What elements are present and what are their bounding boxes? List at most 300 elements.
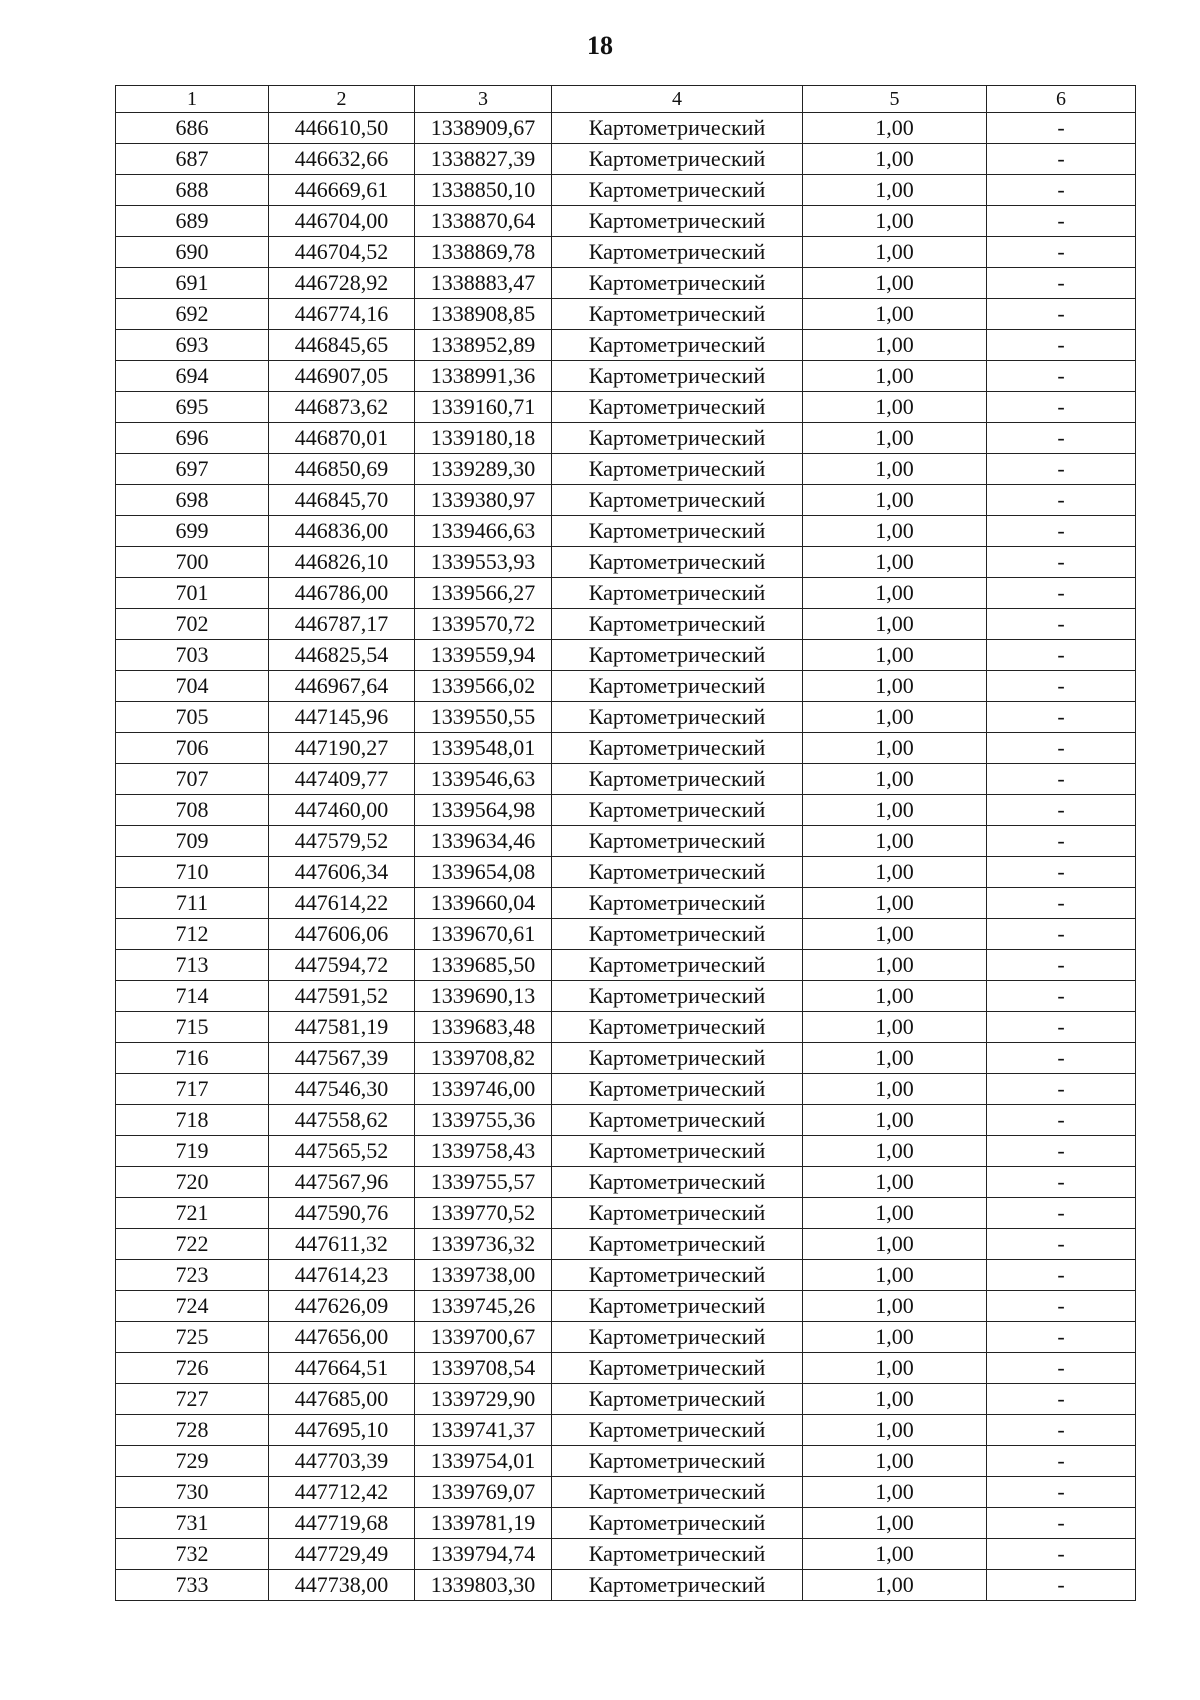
accuracy-cell: 1,00 bbox=[803, 1539, 987, 1570]
column-header: 1 bbox=[116, 86, 269, 113]
x-coordinate-cell: 446787,17 bbox=[269, 609, 415, 640]
note-cell: - bbox=[987, 640, 1136, 671]
method-cell: Картометрический bbox=[552, 299, 803, 330]
accuracy-cell: 1,00 bbox=[803, 299, 987, 330]
table-header-row bbox=[116, 86, 1136, 113]
method-cell: Картометрический bbox=[552, 392, 803, 423]
point-number-cell: 716 bbox=[116, 1043, 269, 1074]
method-cell: Картометрический bbox=[552, 1322, 803, 1353]
y-coordinate-cell: 1338909,67 bbox=[415, 113, 552, 144]
x-coordinate-cell: 447581,19 bbox=[269, 1012, 415, 1043]
table-row bbox=[116, 981, 1136, 1012]
x-coordinate-cell: 447719,68 bbox=[269, 1508, 415, 1539]
method-cell: Картометрический bbox=[552, 1136, 803, 1167]
method-cell: Картометрический bbox=[552, 485, 803, 516]
x-coordinate-cell: 447606,34 bbox=[269, 857, 415, 888]
method-cell: Картометрический bbox=[552, 888, 803, 919]
x-coordinate-cell: 447546,30 bbox=[269, 1074, 415, 1105]
note-cell: - bbox=[987, 888, 1136, 919]
point-number-cell: 725 bbox=[116, 1322, 269, 1353]
y-coordinate-cell: 1339746,00 bbox=[415, 1074, 552, 1105]
method-cell: Картометрический bbox=[552, 1539, 803, 1570]
note-cell: - bbox=[987, 1446, 1136, 1477]
accuracy-cell: 1,00 bbox=[803, 981, 987, 1012]
point-number-cell: 705 bbox=[116, 702, 269, 733]
point-number-cell: 700 bbox=[116, 547, 269, 578]
table-row bbox=[116, 578, 1136, 609]
y-coordinate-cell: 1339566,27 bbox=[415, 578, 552, 609]
table-row bbox=[116, 485, 1136, 516]
x-coordinate-cell: 446826,10 bbox=[269, 547, 415, 578]
point-number-cell: 694 bbox=[116, 361, 269, 392]
table-row bbox=[116, 640, 1136, 671]
point-number-cell: 686 bbox=[116, 113, 269, 144]
x-coordinate-cell: 446825,54 bbox=[269, 640, 415, 671]
accuracy-cell: 1,00 bbox=[803, 1198, 987, 1229]
accuracy-cell: 1,00 bbox=[803, 671, 987, 702]
method-cell: Картометрический bbox=[552, 981, 803, 1012]
method-cell: Картометрический bbox=[552, 237, 803, 268]
point-number-cell: 693 bbox=[116, 330, 269, 361]
accuracy-cell: 1,00 bbox=[803, 485, 987, 516]
accuracy-cell: 1,00 bbox=[803, 1043, 987, 1074]
x-coordinate-cell: 447567,96 bbox=[269, 1167, 415, 1198]
point-number-cell: 697 bbox=[116, 454, 269, 485]
x-coordinate-cell: 446632,66 bbox=[269, 144, 415, 175]
table-row bbox=[116, 1105, 1136, 1136]
point-number-cell: 720 bbox=[116, 1167, 269, 1198]
x-coordinate-cell: 447590,76 bbox=[269, 1198, 415, 1229]
accuracy-cell: 1,00 bbox=[803, 609, 987, 640]
table-row bbox=[116, 1198, 1136, 1229]
y-coordinate-cell: 1339289,30 bbox=[415, 454, 552, 485]
method-cell: Картометрический bbox=[552, 516, 803, 547]
accuracy-cell: 1,00 bbox=[803, 1353, 987, 1384]
note-cell: - bbox=[987, 1229, 1136, 1260]
x-coordinate-cell: 447695,10 bbox=[269, 1415, 415, 1446]
x-coordinate-cell: 446907,05 bbox=[269, 361, 415, 392]
point-number-cell: 722 bbox=[116, 1229, 269, 1260]
accuracy-cell: 1,00 bbox=[803, 144, 987, 175]
note-cell: - bbox=[987, 1260, 1136, 1291]
note-cell: - bbox=[987, 1167, 1136, 1198]
table-row bbox=[116, 268, 1136, 299]
point-number-cell: 702 bbox=[116, 609, 269, 640]
y-coordinate-cell: 1339380,97 bbox=[415, 485, 552, 516]
x-coordinate-cell: 446728,92 bbox=[269, 268, 415, 299]
table-row bbox=[116, 330, 1136, 361]
table-row bbox=[116, 1415, 1136, 1446]
y-coordinate-cell: 1339559,94 bbox=[415, 640, 552, 671]
note-cell: - bbox=[987, 1136, 1136, 1167]
accuracy-cell: 1,00 bbox=[803, 1012, 987, 1043]
note-cell: - bbox=[987, 330, 1136, 361]
x-coordinate-cell: 447614,22 bbox=[269, 888, 415, 919]
note-cell: - bbox=[987, 1353, 1136, 1384]
note-cell: - bbox=[987, 547, 1136, 578]
note-cell: - bbox=[987, 578, 1136, 609]
note-cell: - bbox=[987, 485, 1136, 516]
point-number-cell: 707 bbox=[116, 764, 269, 795]
table-row bbox=[116, 237, 1136, 268]
accuracy-cell: 1,00 bbox=[803, 1136, 987, 1167]
method-cell: Картометрический bbox=[552, 950, 803, 981]
accuracy-cell: 1,00 bbox=[803, 175, 987, 206]
point-number-cell: 717 bbox=[116, 1074, 269, 1105]
coordinates-table bbox=[115, 85, 1136, 1601]
y-coordinate-cell: 1339754,01 bbox=[415, 1446, 552, 1477]
x-coordinate-cell: 446845,70 bbox=[269, 485, 415, 516]
note-cell: - bbox=[987, 1043, 1136, 1074]
note-cell: - bbox=[987, 1198, 1136, 1229]
note-cell: - bbox=[987, 423, 1136, 454]
x-coordinate-cell: 447409,77 bbox=[269, 764, 415, 795]
method-cell: Картометрический bbox=[552, 113, 803, 144]
note-cell: - bbox=[987, 392, 1136, 423]
accuracy-cell: 1,00 bbox=[803, 826, 987, 857]
table-row bbox=[116, 144, 1136, 175]
note-cell: - bbox=[987, 1508, 1136, 1539]
method-cell: Картометрический bbox=[552, 578, 803, 609]
x-coordinate-cell: 446610,50 bbox=[269, 113, 415, 144]
method-cell: Картометрический bbox=[552, 175, 803, 206]
y-coordinate-cell: 1339548,01 bbox=[415, 733, 552, 764]
x-coordinate-cell: 447190,27 bbox=[269, 733, 415, 764]
y-coordinate-cell: 1339736,32 bbox=[415, 1229, 552, 1260]
accuracy-cell: 1,00 bbox=[803, 1260, 987, 1291]
note-cell: - bbox=[987, 981, 1136, 1012]
note-cell: - bbox=[987, 1415, 1136, 1446]
method-cell: Картометрический bbox=[552, 1105, 803, 1136]
y-coordinate-cell: 1338908,85 bbox=[415, 299, 552, 330]
table-row bbox=[116, 299, 1136, 330]
x-coordinate-cell: 447703,39 bbox=[269, 1446, 415, 1477]
point-number-cell: 699 bbox=[116, 516, 269, 547]
y-coordinate-cell: 1339729,90 bbox=[415, 1384, 552, 1415]
method-cell: Картометрический bbox=[552, 702, 803, 733]
point-number-cell: 703 bbox=[116, 640, 269, 671]
accuracy-cell: 1,00 bbox=[803, 237, 987, 268]
note-cell: - bbox=[987, 454, 1136, 485]
x-coordinate-cell: 446967,64 bbox=[269, 671, 415, 702]
x-coordinate-cell: 447594,72 bbox=[269, 950, 415, 981]
column-header: 2 bbox=[269, 86, 415, 113]
table-row bbox=[116, 733, 1136, 764]
accuracy-cell: 1,00 bbox=[803, 330, 987, 361]
note-cell: - bbox=[987, 175, 1136, 206]
accuracy-cell: 1,00 bbox=[803, 702, 987, 733]
x-coordinate-cell: 447614,23 bbox=[269, 1260, 415, 1291]
point-number-cell: 715 bbox=[116, 1012, 269, 1043]
y-coordinate-cell: 1339550,55 bbox=[415, 702, 552, 733]
accuracy-cell: 1,00 bbox=[803, 578, 987, 609]
note-cell: - bbox=[987, 857, 1136, 888]
accuracy-cell: 1,00 bbox=[803, 888, 987, 919]
x-coordinate-cell: 446774,16 bbox=[269, 299, 415, 330]
y-coordinate-cell: 1339566,02 bbox=[415, 671, 552, 702]
method-cell: Картометрический bbox=[552, 1074, 803, 1105]
point-number-cell: 729 bbox=[116, 1446, 269, 1477]
table-row bbox=[116, 919, 1136, 950]
note-cell: - bbox=[987, 144, 1136, 175]
method-cell: Картометрический bbox=[552, 1012, 803, 1043]
note-cell: - bbox=[987, 950, 1136, 981]
accuracy-cell: 1,00 bbox=[803, 764, 987, 795]
y-coordinate-cell: 1339745,26 bbox=[415, 1291, 552, 1322]
method-cell: Картометрический bbox=[552, 1260, 803, 1291]
table-row bbox=[116, 1322, 1136, 1353]
note-cell: - bbox=[987, 919, 1136, 950]
table-row bbox=[116, 1446, 1136, 1477]
point-number-cell: 689 bbox=[116, 206, 269, 237]
x-coordinate-cell: 447558,62 bbox=[269, 1105, 415, 1136]
y-coordinate-cell: 1339803,30 bbox=[415, 1570, 552, 1601]
point-number-cell: 698 bbox=[116, 485, 269, 516]
x-coordinate-cell: 447611,32 bbox=[269, 1229, 415, 1260]
point-number-cell: 733 bbox=[116, 1570, 269, 1601]
point-number-cell: 712 bbox=[116, 919, 269, 950]
note-cell: - bbox=[987, 826, 1136, 857]
point-number-cell: 706 bbox=[116, 733, 269, 764]
y-coordinate-cell: 1338870,64 bbox=[415, 206, 552, 237]
x-coordinate-cell: 446704,00 bbox=[269, 206, 415, 237]
accuracy-cell: 1,00 bbox=[803, 1508, 987, 1539]
x-coordinate-cell: 447656,00 bbox=[269, 1322, 415, 1353]
table-row bbox=[116, 1539, 1136, 1570]
y-coordinate-cell: 1338883,47 bbox=[415, 268, 552, 299]
method-cell: Картометрический bbox=[552, 1291, 803, 1322]
accuracy-cell: 1,00 bbox=[803, 1477, 987, 1508]
table-row bbox=[116, 175, 1136, 206]
point-number-cell: 704 bbox=[116, 671, 269, 702]
accuracy-cell: 1,00 bbox=[803, 857, 987, 888]
y-coordinate-cell: 1339770,52 bbox=[415, 1198, 552, 1229]
y-coordinate-cell: 1339564,98 bbox=[415, 795, 552, 826]
method-cell: Картометрический bbox=[552, 361, 803, 392]
note-cell: - bbox=[987, 1105, 1136, 1136]
x-coordinate-cell: 446786,00 bbox=[269, 578, 415, 609]
point-number-cell: 696 bbox=[116, 423, 269, 454]
method-cell: Картометрический bbox=[552, 826, 803, 857]
table-row bbox=[116, 1136, 1136, 1167]
y-coordinate-cell: 1339683,48 bbox=[415, 1012, 552, 1043]
x-coordinate-cell: 447738,00 bbox=[269, 1570, 415, 1601]
method-cell: Картометрический bbox=[552, 764, 803, 795]
accuracy-cell: 1,00 bbox=[803, 1415, 987, 1446]
table-row bbox=[116, 1260, 1136, 1291]
point-number-cell: 688 bbox=[116, 175, 269, 206]
table-row bbox=[116, 1353, 1136, 1384]
y-coordinate-cell: 1339755,36 bbox=[415, 1105, 552, 1136]
point-number-cell: 728 bbox=[116, 1415, 269, 1446]
y-coordinate-cell: 1339634,46 bbox=[415, 826, 552, 857]
method-cell: Картометрический bbox=[552, 1043, 803, 1074]
x-coordinate-cell: 446873,62 bbox=[269, 392, 415, 423]
accuracy-cell: 1,00 bbox=[803, 1167, 987, 1198]
note-cell: - bbox=[987, 795, 1136, 826]
point-number-cell: 721 bbox=[116, 1198, 269, 1229]
x-coordinate-cell: 447685,00 bbox=[269, 1384, 415, 1415]
x-coordinate-cell: 447565,52 bbox=[269, 1136, 415, 1167]
table-row bbox=[116, 392, 1136, 423]
point-number-cell: 708 bbox=[116, 795, 269, 826]
method-cell: Картометрический bbox=[552, 609, 803, 640]
table-row bbox=[116, 516, 1136, 547]
method-cell: Картометрический bbox=[552, 454, 803, 485]
note-cell: - bbox=[987, 206, 1136, 237]
y-coordinate-cell: 1339755,57 bbox=[415, 1167, 552, 1198]
column-header: 5 bbox=[803, 86, 987, 113]
y-coordinate-cell: 1339570,72 bbox=[415, 609, 552, 640]
method-cell: Картометрический bbox=[552, 144, 803, 175]
table-row bbox=[116, 702, 1136, 733]
point-number-cell: 713 bbox=[116, 950, 269, 981]
method-cell: Картометрический bbox=[552, 857, 803, 888]
note-cell: - bbox=[987, 609, 1136, 640]
y-coordinate-cell: 1339708,54 bbox=[415, 1353, 552, 1384]
table-row bbox=[116, 454, 1136, 485]
table-row bbox=[116, 857, 1136, 888]
accuracy-cell: 1,00 bbox=[803, 1105, 987, 1136]
note-cell: - bbox=[987, 1291, 1136, 1322]
table-row bbox=[116, 950, 1136, 981]
accuracy-cell: 1,00 bbox=[803, 795, 987, 826]
point-number-cell: 687 bbox=[116, 144, 269, 175]
column-header: 6 bbox=[987, 86, 1136, 113]
accuracy-cell: 1,00 bbox=[803, 392, 987, 423]
method-cell: Картометрический bbox=[552, 1446, 803, 1477]
method-cell: Картометрический bbox=[552, 330, 803, 361]
method-cell: Картометрический bbox=[552, 547, 803, 578]
column-header: 3 bbox=[415, 86, 552, 113]
note-cell: - bbox=[987, 237, 1136, 268]
point-number-cell: 701 bbox=[116, 578, 269, 609]
note-cell: - bbox=[987, 268, 1136, 299]
point-number-cell: 714 bbox=[116, 981, 269, 1012]
point-number-cell: 710 bbox=[116, 857, 269, 888]
table-row bbox=[116, 888, 1136, 919]
table-body bbox=[116, 113, 1136, 1601]
point-number-cell: 726 bbox=[116, 1353, 269, 1384]
point-number-cell: 711 bbox=[116, 888, 269, 919]
accuracy-cell: 1,00 bbox=[803, 1384, 987, 1415]
note-cell: - bbox=[987, 1322, 1136, 1353]
accuracy-cell: 1,00 bbox=[803, 1074, 987, 1105]
point-number-cell: 727 bbox=[116, 1384, 269, 1415]
y-coordinate-cell: 1339685,50 bbox=[415, 950, 552, 981]
accuracy-cell: 1,00 bbox=[803, 113, 987, 144]
table-row bbox=[116, 671, 1136, 702]
point-number-cell: 723 bbox=[116, 1260, 269, 1291]
note-cell: - bbox=[987, 361, 1136, 392]
x-coordinate-cell: 447729,49 bbox=[269, 1539, 415, 1570]
point-number-cell: 724 bbox=[116, 1291, 269, 1322]
note-cell: - bbox=[987, 113, 1136, 144]
x-coordinate-cell: 447606,06 bbox=[269, 919, 415, 950]
y-coordinate-cell: 1339546,63 bbox=[415, 764, 552, 795]
y-coordinate-cell: 1339741,37 bbox=[415, 1415, 552, 1446]
y-coordinate-cell: 1339654,08 bbox=[415, 857, 552, 888]
table-row bbox=[116, 361, 1136, 392]
note-cell: - bbox=[987, 1074, 1136, 1105]
y-coordinate-cell: 1339553,93 bbox=[415, 547, 552, 578]
y-coordinate-cell: 1338869,78 bbox=[415, 237, 552, 268]
note-cell: - bbox=[987, 671, 1136, 702]
column-header: 4 bbox=[552, 86, 803, 113]
method-cell: Картометрический bbox=[552, 1353, 803, 1384]
note-cell: - bbox=[987, 516, 1136, 547]
table-row bbox=[116, 113, 1136, 144]
table-row bbox=[116, 423, 1136, 454]
y-coordinate-cell: 1338850,10 bbox=[415, 175, 552, 206]
method-cell: Картометрический bbox=[552, 1508, 803, 1539]
point-number-cell: 690 bbox=[116, 237, 269, 268]
note-cell: - bbox=[987, 733, 1136, 764]
table-row bbox=[116, 547, 1136, 578]
point-number-cell: 732 bbox=[116, 1539, 269, 1570]
accuracy-cell: 1,00 bbox=[803, 733, 987, 764]
note-cell: - bbox=[987, 1539, 1136, 1570]
table-row bbox=[116, 609, 1136, 640]
method-cell: Картометрический bbox=[552, 1198, 803, 1229]
method-cell: Картометрический bbox=[552, 795, 803, 826]
x-coordinate-cell: 447145,96 bbox=[269, 702, 415, 733]
table-row bbox=[116, 1043, 1136, 1074]
y-coordinate-cell: 1339738,00 bbox=[415, 1260, 552, 1291]
table-row bbox=[116, 1508, 1136, 1539]
table-row bbox=[116, 1291, 1136, 1322]
accuracy-cell: 1,00 bbox=[803, 361, 987, 392]
method-cell: Картометрический bbox=[552, 640, 803, 671]
x-coordinate-cell: 447712,42 bbox=[269, 1477, 415, 1508]
table-row bbox=[116, 206, 1136, 237]
accuracy-cell: 1,00 bbox=[803, 423, 987, 454]
accuracy-cell: 1,00 bbox=[803, 1446, 987, 1477]
accuracy-cell: 1,00 bbox=[803, 547, 987, 578]
accuracy-cell: 1,00 bbox=[803, 1570, 987, 1601]
method-cell: Картометрический bbox=[552, 1229, 803, 1260]
page-number: 18 bbox=[587, 31, 613, 60]
point-number-cell: 691 bbox=[116, 268, 269, 299]
x-coordinate-cell: 446850,69 bbox=[269, 454, 415, 485]
accuracy-cell: 1,00 bbox=[803, 1291, 987, 1322]
accuracy-cell: 1,00 bbox=[803, 640, 987, 671]
accuracy-cell: 1,00 bbox=[803, 1322, 987, 1353]
table-row bbox=[116, 1570, 1136, 1601]
table-row bbox=[116, 826, 1136, 857]
y-coordinate-cell: 1338991,36 bbox=[415, 361, 552, 392]
method-cell: Картометрический bbox=[552, 919, 803, 950]
method-cell: Картометрический bbox=[552, 733, 803, 764]
y-coordinate-cell: 1339670,61 bbox=[415, 919, 552, 950]
accuracy-cell: 1,00 bbox=[803, 268, 987, 299]
accuracy-cell: 1,00 bbox=[803, 516, 987, 547]
point-number-cell: 719 bbox=[116, 1136, 269, 1167]
table-row bbox=[116, 1384, 1136, 1415]
y-coordinate-cell: 1339690,13 bbox=[415, 981, 552, 1012]
y-coordinate-cell: 1339769,07 bbox=[415, 1477, 552, 1508]
x-coordinate-cell: 447591,52 bbox=[269, 981, 415, 1012]
note-cell: - bbox=[987, 1012, 1136, 1043]
method-cell: Картометрический bbox=[552, 268, 803, 299]
note-cell: - bbox=[987, 299, 1136, 330]
accuracy-cell: 1,00 bbox=[803, 1229, 987, 1260]
y-coordinate-cell: 1339180,18 bbox=[415, 423, 552, 454]
x-coordinate-cell: 446836,00 bbox=[269, 516, 415, 547]
table-row bbox=[116, 1074, 1136, 1105]
table-row bbox=[116, 1229, 1136, 1260]
point-number-cell: 695 bbox=[116, 392, 269, 423]
